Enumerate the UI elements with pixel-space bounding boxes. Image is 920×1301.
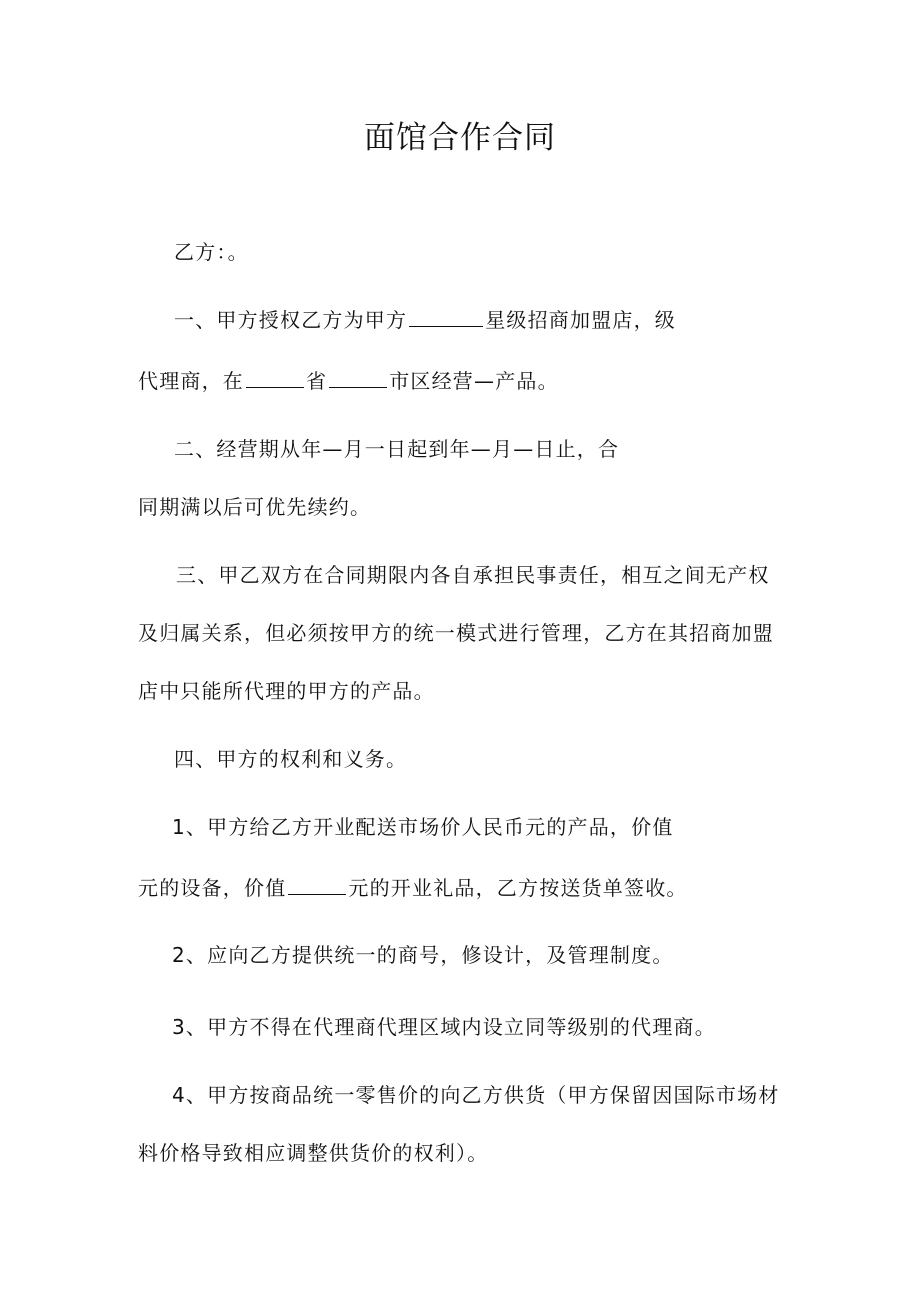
clause-3-line-3 xyxy=(138,676,435,706)
item-3-text: 3、甲方不得在代理商代理区域内设立同等级别的代理商。 xyxy=(172,1015,716,1039)
document-title: 面馆合作合同 xyxy=(364,120,556,156)
item-4-text-b: 料价格导致相应调整供货价的权利）。 xyxy=(138,1141,489,1165)
item-1-line-2 xyxy=(138,873,688,903)
item-4-line-2 xyxy=(138,1138,488,1168)
clause-1-text-b: 星级招商加盟店，级 xyxy=(485,308,677,332)
item-2-text: 2、应向乙方提供统一的商号，修设计，及管理制度。 xyxy=(172,943,674,967)
clause-1-line-2 xyxy=(138,366,559,396)
blank-field xyxy=(329,367,387,388)
item-4-text-a: 4、甲方按商品统一零售价的向乙方供货（甲方保留因国际市场材 xyxy=(172,1083,780,1107)
clause-2-text-b: 同期满以后可优先续约。 xyxy=(138,495,372,519)
item-2-line xyxy=(172,940,674,970)
blank-field xyxy=(409,306,483,327)
clause-4-heading xyxy=(174,744,407,774)
clause-3-line-2 xyxy=(138,618,774,648)
item-3-line xyxy=(172,1012,716,1042)
party-b-line xyxy=(174,237,249,267)
item-1-text-c: 元的开业礼品，乙方按送货单签收。 xyxy=(348,876,688,900)
item-1-line-1 xyxy=(172,812,674,842)
clause-1-text-e: 市区经营—产品。 xyxy=(389,369,559,393)
clause-1-text-c: 代理商，在 xyxy=(138,369,244,393)
clause-1-line-1 xyxy=(174,305,676,335)
clause-1-text-a: 一、甲方授权乙方为甲方 xyxy=(174,308,408,332)
clause-1-text-d: 省 xyxy=(306,369,328,393)
blank-field xyxy=(288,874,346,895)
party-b-label: 乙方：。 xyxy=(174,240,249,264)
item-1-text-a: 1、甲方给乙方开业配送市场价人民币元的产品，价值 xyxy=(172,815,674,839)
clause-3-line-1 xyxy=(176,560,770,590)
item-4-line-1 xyxy=(172,1080,780,1110)
clause-3-text-c: 店中只能所代理的甲方的产品。 xyxy=(138,679,435,703)
blank-field xyxy=(246,367,304,388)
clause-2-line-2 xyxy=(138,492,371,522)
clause-4-text: 四、甲方的权利和义务。 xyxy=(174,747,408,771)
item-1-text-b: 元的设备，价值 xyxy=(138,876,287,900)
clause-3-text-a: 三、甲乙双方在合同期限内各自承担民事责任，相互之间无产权 xyxy=(176,563,770,587)
clause-3-text-b: 及归属关系，但必须按甲方的统一模式进行管理，乙方在其招商加盟 xyxy=(138,621,774,645)
clause-2-text-a: 二、经营期从年—月一日起到年—月—日止，合 xyxy=(174,437,620,461)
clause-2-line-1 xyxy=(174,434,619,464)
